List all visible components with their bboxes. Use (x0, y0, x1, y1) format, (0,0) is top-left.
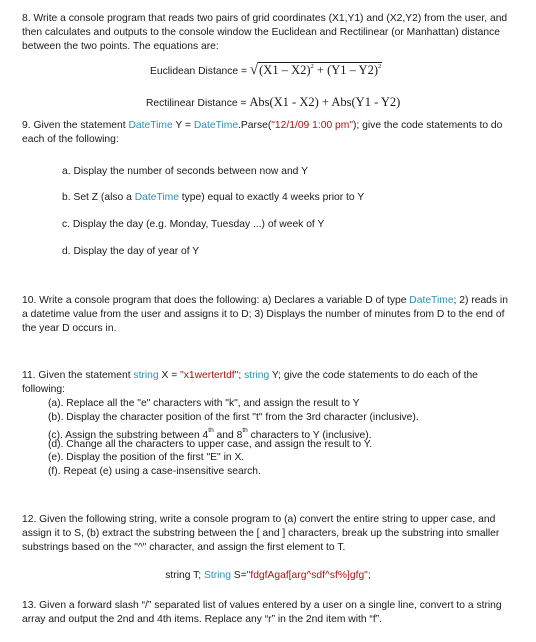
question-12-text: 12. Given the following string, write a console program to (a) convert the entire string to upper case, and assign it to S, (b) extract the substring between the [ and ] characters, break up the substring into smaller substrings based on the "^" character, and assign the first element to T. (22, 514, 500, 553)
euclidean-expression: √(X1 – X2)$^2$ + (Y1 – Y2)$^2$ (249, 62, 382, 78)
euclid-term-y: + (Y1 – Y2) (316, 63, 378, 77)
sqrt-icon: √ (249, 62, 259, 78)
rectilinear-formula (146, 95, 506, 110)
question-9-intro: 9. Given the statement DateTime Y = DateTime.Parse("12/1/09 1:00 pm"); give the code statements to do each of the following: (22, 120, 503, 145)
question-13-text: 13. Given a forward slash “/” separated list of values entered by a user on a single line, convert to a string array and output the 2nd and 4th items. Replace any “r” in the 2nd item with “f”. (22, 600, 502, 625)
question-9-c: c. Display the day (e.g. Monday, Tuesday ...) of week of Y (62, 219, 325, 230)
rectilinear-label: Rectilinear Distance = (146, 98, 247, 109)
question-11-intro: 11. Given the statement string X = "x1wertertdf"; string Y; give the code statements to do each of the following: (22, 370, 478, 395)
question-8-text: 8. Write a console program that reads two pairs of grid coordinates (X1,Y1) and (X2,Y2) from the user, and then calculates and outputs to the console window the Euclidean and Rectilinear (or Manhattan) distance between the two points. The equations are: (22, 13, 508, 52)
euclidean-formula (150, 62, 510, 79)
question-11-item-f: (f). Repeat (e) using a case-insensitive search. (48, 466, 261, 477)
question-11-item-e: (e). Display the position of the first "E" in X. (48, 452, 245, 463)
euclid-term-x: (X1 – X2) (259, 63, 311, 77)
question-11-item-a: (a). Replace all the "e" characters with "k", and assign the result to Y (48, 398, 360, 409)
question-9-a: a. Display the number of seconds between now and Y (62, 166, 308, 177)
question-11-item-d: (d). Change all the characters to upper case, and assign the result to Y. (48, 439, 373, 450)
question-9-b: b. Set Z (also a DateTime type) equal to exactly 4 weeks prior to Y (62, 192, 365, 203)
question-9-d: d. Display the day of year of Y (62, 246, 200, 257)
question-11-item-c: (c). Assign the substring between 4th and 8th characters to Y (inclusive). (48, 427, 372, 441)
rectilinear-expression: Abs(X1 - X2) + Abs(Y1 - Y2) (249, 95, 401, 109)
question-12-code: string T; String S="fdgfAgaf[arg^sdf^sf%]gfg"; (165, 570, 371, 581)
euclidean-label: Euclidean Distance = (150, 66, 248, 77)
question-11-item-b: (b). Display the character position of the first "t" from the 3rd character (inclusive). (48, 412, 419, 423)
question-10-text: 10. Write a console program that does the following: a) Declares a variable D of type DateTime; 2) reads in a datetime value from the user and assigns it to D; 3) Displays the number of minutes from D to the end of the year D occurs in. (22, 295, 508, 334)
